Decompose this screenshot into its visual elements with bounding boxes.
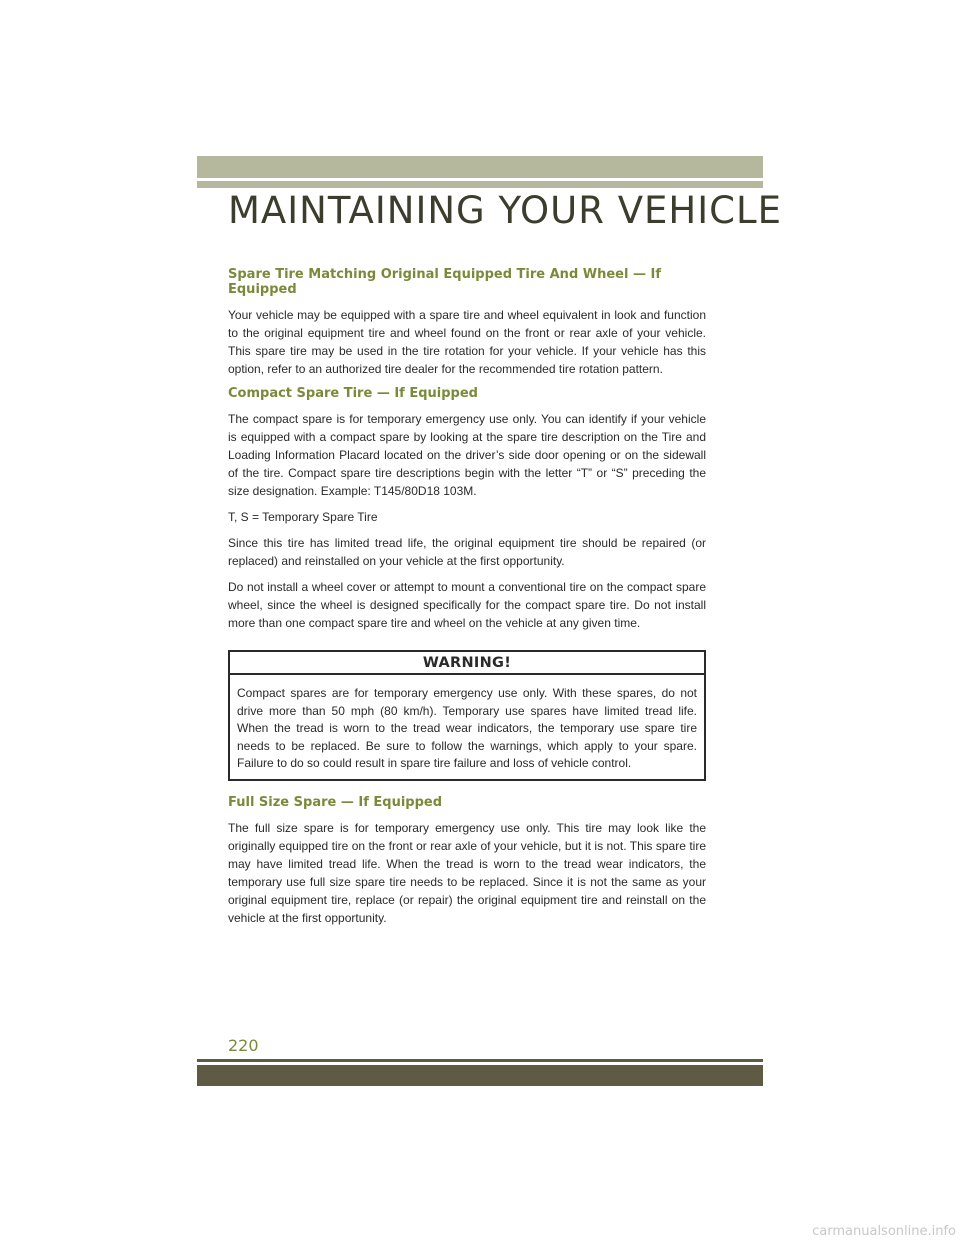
footer-band bbox=[197, 1065, 763, 1086]
section-heading-full-size-spare: Full Size Spare — If Equipped bbox=[228, 794, 443, 810]
section-heading-spare-matching: Spare Tire Matching Original Equipped Tire And Wheel — If Equipped bbox=[228, 267, 661, 297]
warning-text: Compact spares are for temporary emergency use only. With these spares, do not drive more than 50 mph (80 km/h). Temporary use spares have limited tread life. When the tread is worn to the tread wear indicators, the temporary use spare tire needs to be replaced. Be sure to follow the warnings, which apply to your spare. Failure to do so could result in spare tire failure and loss of vehicle control. bbox=[237, 686, 697, 770]
paragraph: T, S = Temporary Spare Tire bbox=[228, 510, 378, 524]
paragraph: Since this tire has limited tread life, the original equipment tire should be repaired (or replaced) and reinstalled on your vehicle at the first opportunity. bbox=[228, 536, 706, 568]
warning-box bbox=[228, 650, 706, 781]
warning-title: WARNING! bbox=[230, 652, 704, 675]
paragraph: The full size spare is for temporary emergency use only. This tire may look like the originally equipped tire on the front or rear axle of your vehicle, but it is not. This spare tire may have limited tread life. When the tread is worn to the tread wear indicators, the temporary use full size spare tire needs to be replaced. Since it is not the same as your original equipment tire, replace (or repair) the original equipment tire and reinstall on the vehicle at the first opportunity. bbox=[228, 820, 706, 925]
page-number: 220 bbox=[228, 1036, 259, 1055]
watermark: carmanualsonline.info bbox=[812, 1224, 956, 1239]
chapter-title: MAINTAINING YOUR VEHICLE bbox=[228, 189, 782, 232]
header-top-band bbox=[197, 156, 763, 178]
paragraph: The compact spare is for temporary emergency use only. You can identify if your vehicle is equipped with a compact spare by looking at the spare tire description on the Tire and Loading Information Placard located on the driver’s side door opening or on the sidewall of the tire. Compact spare tire descriptions begin with the letter “T” or “S” preceding the size designation. Example: T145/80D18 103M. bbox=[228, 412, 706, 498]
page-content bbox=[228, 262, 706, 935]
header-rule bbox=[197, 181, 763, 188]
section-heading-compact-spare: Compact Spare Tire — If Equipped bbox=[228, 386, 478, 401]
footer-rule bbox=[197, 1059, 763, 1062]
paragraph: Your vehicle may be equipped with a spare tire and wheel equivalent in look and function to the original equipment tire and wheel found on the front or rear axle of your vehicle. This spare tire may be used in the tire rotation for your vehicle. If your vehicle has this option, refer to an authorized tire dealer for the recommended tire rotation pattern. bbox=[228, 308, 706, 376]
paragraph: Do not install a wheel cover or attempt to mount a conventional tire on the compact spare wheel, since the wheel is designed specifically for the compact spare tire. Do not install more than one compact spare tire and wheel on the vehicle at any given time. bbox=[228, 580, 706, 630]
